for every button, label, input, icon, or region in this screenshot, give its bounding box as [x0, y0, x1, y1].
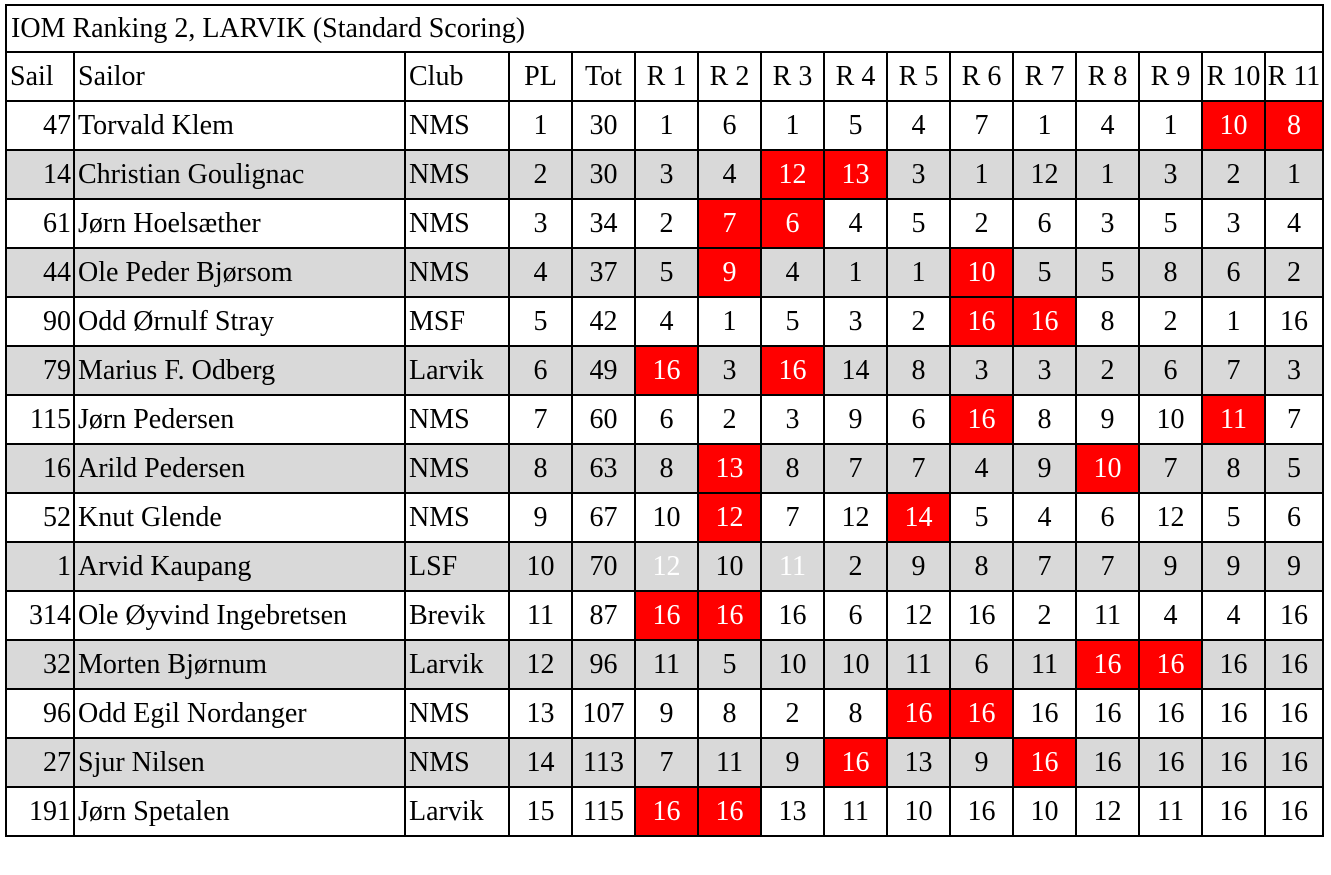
race-score-cell: 16 [1202, 640, 1265, 689]
race-score-cell: 6 [1076, 493, 1139, 542]
race-score-discard-cell: 16 [698, 591, 761, 640]
race-score-cell: 3 [950, 346, 1013, 395]
race-score-cell: 3 [887, 150, 950, 199]
race-score-cell: 12 [635, 542, 698, 591]
club-cell: NMS [405, 444, 509, 493]
race-score-cell: 12 [1139, 493, 1202, 542]
race-score-cell: 7 [1076, 542, 1139, 591]
club-cell: NMS [405, 199, 509, 248]
race-score-cell: 3 [761, 395, 824, 444]
header-race: R 7 [1013, 52, 1076, 101]
total-cell: 107 [572, 689, 635, 738]
race-score-cell: 7 [824, 444, 887, 493]
place-cell: 7 [509, 395, 572, 444]
table-row [6, 787, 1323, 836]
race-score-cell: 11 [698, 738, 761, 787]
race-score-cell: 12 [1013, 150, 1076, 199]
race-score-cell: 16 [1202, 787, 1265, 836]
header-race: R 4 [824, 52, 887, 101]
place-cell: 6 [509, 346, 572, 395]
header-tot: Tot [572, 52, 635, 101]
race-score-cell: 16 [1265, 297, 1323, 346]
race-score-cell: 1 [1139, 101, 1202, 150]
table-row [6, 297, 1323, 346]
race-score-cell: 6 [1013, 199, 1076, 248]
race-score-cell: 1 [824, 248, 887, 297]
total-cell: 30 [572, 150, 635, 199]
club-cell: LSF [405, 542, 509, 591]
sail-number-cell: 79 [6, 346, 74, 395]
total-cell: 113 [572, 738, 635, 787]
race-score-discard-cell: 12 [761, 150, 824, 199]
race-score-cell: 5 [635, 248, 698, 297]
table-row [6, 738, 1323, 787]
race-score-cell: 9 [1076, 395, 1139, 444]
club-cell: NMS [405, 689, 509, 738]
race-score-cell: 3 [824, 297, 887, 346]
race-score-cell: 16 [1202, 689, 1265, 738]
race-score-discard-cell: 16 [1076, 640, 1139, 689]
sailor-name-cell: Christian Goulignac [74, 150, 405, 199]
race-score-cell: 8 [635, 444, 698, 493]
race-score-cell: 11 [1076, 591, 1139, 640]
header-race: R 2 [698, 52, 761, 101]
race-score-cell: 1 [1265, 150, 1323, 199]
race-score-cell: 16 [950, 591, 1013, 640]
race-score-cell: 3 [1265, 346, 1323, 395]
race-score-cell: 1 [1076, 150, 1139, 199]
sail-number-cell: 61 [6, 199, 74, 248]
total-cell: 87 [572, 591, 635, 640]
race-score-cell: 5 [950, 493, 1013, 542]
race-score-cell: 12 [1076, 787, 1139, 836]
club-cell: NMS [405, 738, 509, 787]
race-score-cell: 2 [824, 542, 887, 591]
race-score-cell: 8 [1076, 297, 1139, 346]
race-score-cell: 5 [1265, 444, 1323, 493]
race-score-discard-cell: 16 [1139, 640, 1202, 689]
race-score-cell: 6 [1265, 493, 1323, 542]
race-score-discard-cell: 10 [950, 248, 1013, 297]
race-score-cell: 11 [635, 640, 698, 689]
sailor-name-cell: Jørn Pedersen [74, 395, 405, 444]
title-row [6, 5, 1323, 52]
race-score-cell: 7 [1265, 395, 1323, 444]
club-cell: NMS [405, 395, 509, 444]
race-score-cell: 3 [698, 346, 761, 395]
sailor-name-cell: Ole Øyvind Ingebretsen [74, 591, 405, 640]
race-score-cell: 10 [887, 787, 950, 836]
total-cell: 60 [572, 395, 635, 444]
sail-number-cell: 96 [6, 689, 74, 738]
race-score-cell: 8 [761, 444, 824, 493]
sailor-name-cell: Ole Peder Bjørsom [74, 248, 405, 297]
race-score-discard-cell: 14 [887, 493, 950, 542]
race-score-cell: 2 [698, 395, 761, 444]
race-score-cell: 3 [635, 150, 698, 199]
club-cell: Larvik [405, 787, 509, 836]
race-score-cell: 16 [1265, 640, 1323, 689]
race-score-cell: 10 [1013, 787, 1076, 836]
race-score-cell: 4 [1076, 101, 1139, 150]
race-score-cell: 5 [698, 640, 761, 689]
total-cell: 63 [572, 444, 635, 493]
race-score-cell: 16 [1265, 591, 1323, 640]
race-score-cell: 3 [1076, 199, 1139, 248]
race-score-cell: 6 [950, 640, 1013, 689]
place-cell: 11 [509, 591, 572, 640]
table-row [6, 444, 1323, 493]
race-score-cell: 10 [1139, 395, 1202, 444]
race-score-cell: 16 [950, 787, 1013, 836]
race-score-discard-cell: 16 [1013, 297, 1076, 346]
race-score-cell: 16 [1076, 738, 1139, 787]
race-score-cell: 5 [1139, 199, 1202, 248]
sailor-name-cell: Jørn Hoelsæther [74, 199, 405, 248]
race-score-cell: 9 [1202, 542, 1265, 591]
place-cell: 3 [509, 199, 572, 248]
sailor-name-cell: Odd Ørnulf Stray [74, 297, 405, 346]
place-cell: 2 [509, 150, 572, 199]
race-score-cell: 16 [1202, 738, 1265, 787]
results-table [5, 4, 1324, 837]
total-cell: 34 [572, 199, 635, 248]
race-score-cell: 11 [887, 640, 950, 689]
sailor-name-cell: Knut Glende [74, 493, 405, 542]
sail-number-cell: 16 [6, 444, 74, 493]
race-score-cell: 5 [824, 101, 887, 150]
place-cell: 5 [509, 297, 572, 346]
race-score-cell: 9 [824, 395, 887, 444]
sailor-name-cell: Odd Egil Nordanger [74, 689, 405, 738]
race-score-cell: 1 [950, 150, 1013, 199]
race-score-cell: 11 [824, 787, 887, 836]
race-score-cell: 16 [1013, 689, 1076, 738]
race-score-cell: 1 [635, 101, 698, 150]
sail-number-cell: 191 [6, 787, 74, 836]
place-cell: 14 [509, 738, 572, 787]
table-row [6, 493, 1323, 542]
total-cell: 42 [572, 297, 635, 346]
race-score-cell: 8 [1139, 248, 1202, 297]
total-cell: 30 [572, 101, 635, 150]
club-cell: NMS [405, 248, 509, 297]
race-score-cell: 10 [698, 542, 761, 591]
race-score-cell: 7 [635, 738, 698, 787]
race-score-cell: 5 [1076, 248, 1139, 297]
race-score-cell: 16 [1265, 738, 1323, 787]
race-score-cell: 10 [635, 493, 698, 542]
total-cell: 96 [572, 640, 635, 689]
header-race: R 8 [1076, 52, 1139, 101]
race-score-cell: 7 [1202, 346, 1265, 395]
race-score-discard-cell: 10 [1202, 101, 1265, 150]
race-score-cell: 1 [1202, 297, 1265, 346]
sail-number-cell: 44 [6, 248, 74, 297]
sail-number-cell: 115 [6, 395, 74, 444]
race-score-cell: 7 [887, 444, 950, 493]
race-score-discard-cell: 16 [950, 297, 1013, 346]
race-score-cell: 2 [887, 297, 950, 346]
sailor-name-cell: Marius F. Odberg [74, 346, 405, 395]
race-score-cell: 1 [1013, 101, 1076, 150]
race-score-discard-cell: 16 [635, 346, 698, 395]
race-score-cell: 14 [824, 346, 887, 395]
header-race: R 3 [761, 52, 824, 101]
total-cell: 70 [572, 542, 635, 591]
place-cell: 13 [509, 689, 572, 738]
club-cell: NMS [405, 493, 509, 542]
race-score-discard-cell: 16 [635, 591, 698, 640]
club-cell: Larvik [405, 640, 509, 689]
place-cell: 10 [509, 542, 572, 591]
race-score-cell: 2 [761, 689, 824, 738]
race-score-cell: 3 [1139, 150, 1202, 199]
sail-number-cell: 14 [6, 150, 74, 199]
table-row [6, 199, 1323, 248]
place-cell: 15 [509, 787, 572, 836]
race-score-cell: 4 [887, 101, 950, 150]
race-score-cell: 4 [761, 248, 824, 297]
race-score-discard-cell: 7 [698, 199, 761, 248]
race-score-cell: 5 [887, 199, 950, 248]
race-score-cell: 7 [1139, 444, 1202, 493]
header-race: R 9 [1139, 52, 1202, 101]
total-cell: 49 [572, 346, 635, 395]
race-score-cell: 13 [761, 787, 824, 836]
place-cell: 9 [509, 493, 572, 542]
race-score-cell: 1 [887, 248, 950, 297]
club-cell: Larvik [405, 346, 509, 395]
race-score-cell: 6 [635, 395, 698, 444]
race-score-cell: 8 [887, 346, 950, 395]
race-score-cell: 9 [1265, 542, 1323, 591]
race-score-discard-cell: 12 [698, 493, 761, 542]
race-score-discard-cell: 16 [761, 346, 824, 395]
header-race: R 5 [887, 52, 950, 101]
sail-number-cell: 1 [6, 542, 74, 591]
race-score-cell: 2 [1202, 150, 1265, 199]
sailor-name-cell: Sjur Nilsen [74, 738, 405, 787]
table-row [6, 101, 1323, 150]
place-cell: 8 [509, 444, 572, 493]
total-cell: 37 [572, 248, 635, 297]
race-score-discard-cell: 13 [698, 444, 761, 493]
race-score-cell: 8 [1013, 395, 1076, 444]
race-score-discard-cell: 16 [950, 395, 1013, 444]
race-score-cell: 5 [1202, 493, 1265, 542]
race-score-discard-cell: 11 [1202, 395, 1265, 444]
race-score-cell: 16 [1139, 738, 1202, 787]
race-score-cell: 16 [1076, 689, 1139, 738]
sailor-name-cell: Arild Pedersen [74, 444, 405, 493]
race-score-cell: 9 [950, 738, 1013, 787]
race-score-cell: 3 [1013, 346, 1076, 395]
results-body [6, 101, 1323, 836]
table-row [6, 395, 1323, 444]
race-score-cell: 6 [1202, 248, 1265, 297]
header-pl: PL [509, 52, 572, 101]
header-sail: Sail [6, 52, 74, 101]
race-score-cell: 2 [950, 199, 1013, 248]
race-score-discard-cell: 16 [887, 689, 950, 738]
header-row [6, 52, 1323, 101]
race-score-discard-cell: 6 [761, 199, 824, 248]
race-score-cell: 16 [1265, 689, 1323, 738]
table-row [6, 542, 1323, 591]
race-score-cell: 13 [887, 738, 950, 787]
place-cell: 12 [509, 640, 572, 689]
table-row [6, 346, 1323, 395]
race-score-cell: 11 [761, 542, 824, 591]
race-score-cell: 4 [1013, 493, 1076, 542]
race-score-cell: 8 [698, 689, 761, 738]
race-score-cell: 10 [761, 640, 824, 689]
table-row [6, 640, 1323, 689]
place-cell: 1 [509, 101, 572, 150]
race-score-discard-cell: 8 [1265, 101, 1323, 150]
sailor-name-cell: Arvid Kaupang [74, 542, 405, 591]
race-score-cell: 4 [635, 297, 698, 346]
race-score-cell: 7 [1013, 542, 1076, 591]
table-row [6, 248, 1323, 297]
sailor-name-cell: Morten Bjørnum [74, 640, 405, 689]
header-race: R 6 [950, 52, 1013, 101]
race-score-cell: 6 [887, 395, 950, 444]
race-score-cell: 2 [1076, 346, 1139, 395]
race-score-cell: 5 [761, 297, 824, 346]
race-score-cell: 9 [1139, 542, 1202, 591]
race-score-cell: 7 [761, 493, 824, 542]
race-score-discard-cell: 16 [698, 787, 761, 836]
race-score-discard-cell: 16 [1013, 738, 1076, 787]
race-score-cell: 4 [1139, 591, 1202, 640]
race-score-cell: 10 [824, 640, 887, 689]
race-score-cell: 4 [1265, 199, 1323, 248]
race-score-discard-cell: 13 [824, 150, 887, 199]
race-score-cell: 9 [761, 738, 824, 787]
table-row [6, 689, 1323, 738]
race-score-cell: 1 [761, 101, 824, 150]
race-score-discard-cell: 9 [698, 248, 761, 297]
sailor-name-cell: Jørn Spetalen [74, 787, 405, 836]
sail-number-cell: 314 [6, 591, 74, 640]
sail-number-cell: 52 [6, 493, 74, 542]
table-row [6, 591, 1323, 640]
race-score-cell: 12 [824, 493, 887, 542]
race-score-cell: 16 [761, 591, 824, 640]
race-score-cell: 11 [1139, 787, 1202, 836]
race-score-cell: 11 [1013, 640, 1076, 689]
place-cell: 4 [509, 248, 572, 297]
table-title: IOM Ranking 2, LARVIK (Standard Scoring) [6, 5, 1323, 52]
race-score-cell: 6 [824, 591, 887, 640]
race-score-cell: 8 [950, 542, 1013, 591]
sail-number-cell: 47 [6, 101, 74, 150]
race-score-cell: 2 [635, 199, 698, 248]
race-score-cell: 16 [1139, 689, 1202, 738]
race-score-cell: 9 [635, 689, 698, 738]
race-score-discard-cell: 16 [824, 738, 887, 787]
club-cell: Brevik [405, 591, 509, 640]
table-row [6, 150, 1323, 199]
race-score-cell: 6 [698, 101, 761, 150]
race-score-cell: 8 [1202, 444, 1265, 493]
race-score-cell: 5 [1013, 248, 1076, 297]
sailor-name-cell: Torvald Klem [74, 101, 405, 150]
race-score-cell: 1 [698, 297, 761, 346]
header-race: R 1 [635, 52, 698, 101]
sail-number-cell: 27 [6, 738, 74, 787]
race-score-cell: 2 [1265, 248, 1323, 297]
sail-number-cell: 90 [6, 297, 74, 346]
header-race: R 11 [1265, 52, 1323, 101]
race-score-cell: 16 [1265, 787, 1323, 836]
race-score-cell: 9 [1013, 444, 1076, 493]
race-score-cell: 4 [698, 150, 761, 199]
header-race: R 10 [1202, 52, 1265, 101]
race-score-cell: 4 [950, 444, 1013, 493]
race-score-cell: 6 [1139, 346, 1202, 395]
race-score-cell: 8 [824, 689, 887, 738]
race-score-cell: 4 [1202, 591, 1265, 640]
race-score-discard-cell: 16 [635, 787, 698, 836]
race-score-cell: 2 [1139, 297, 1202, 346]
header-sailor: Sailor [74, 52, 405, 101]
race-score-discard-cell: 16 [950, 689, 1013, 738]
club-cell: MSF [405, 297, 509, 346]
race-score-discard-cell: 10 [1076, 444, 1139, 493]
race-score-cell: 2 [1013, 591, 1076, 640]
race-score-cell: 4 [824, 199, 887, 248]
sail-number-cell: 32 [6, 640, 74, 689]
race-score-cell: 12 [887, 591, 950, 640]
total-cell: 115 [572, 787, 635, 836]
total-cell: 67 [572, 493, 635, 542]
race-score-cell: 7 [950, 101, 1013, 150]
header-club: Club [405, 52, 509, 101]
race-score-cell: 3 [1202, 199, 1265, 248]
club-cell: NMS [405, 101, 509, 150]
race-score-cell: 9 [887, 542, 950, 591]
club-cell: NMS [405, 150, 509, 199]
